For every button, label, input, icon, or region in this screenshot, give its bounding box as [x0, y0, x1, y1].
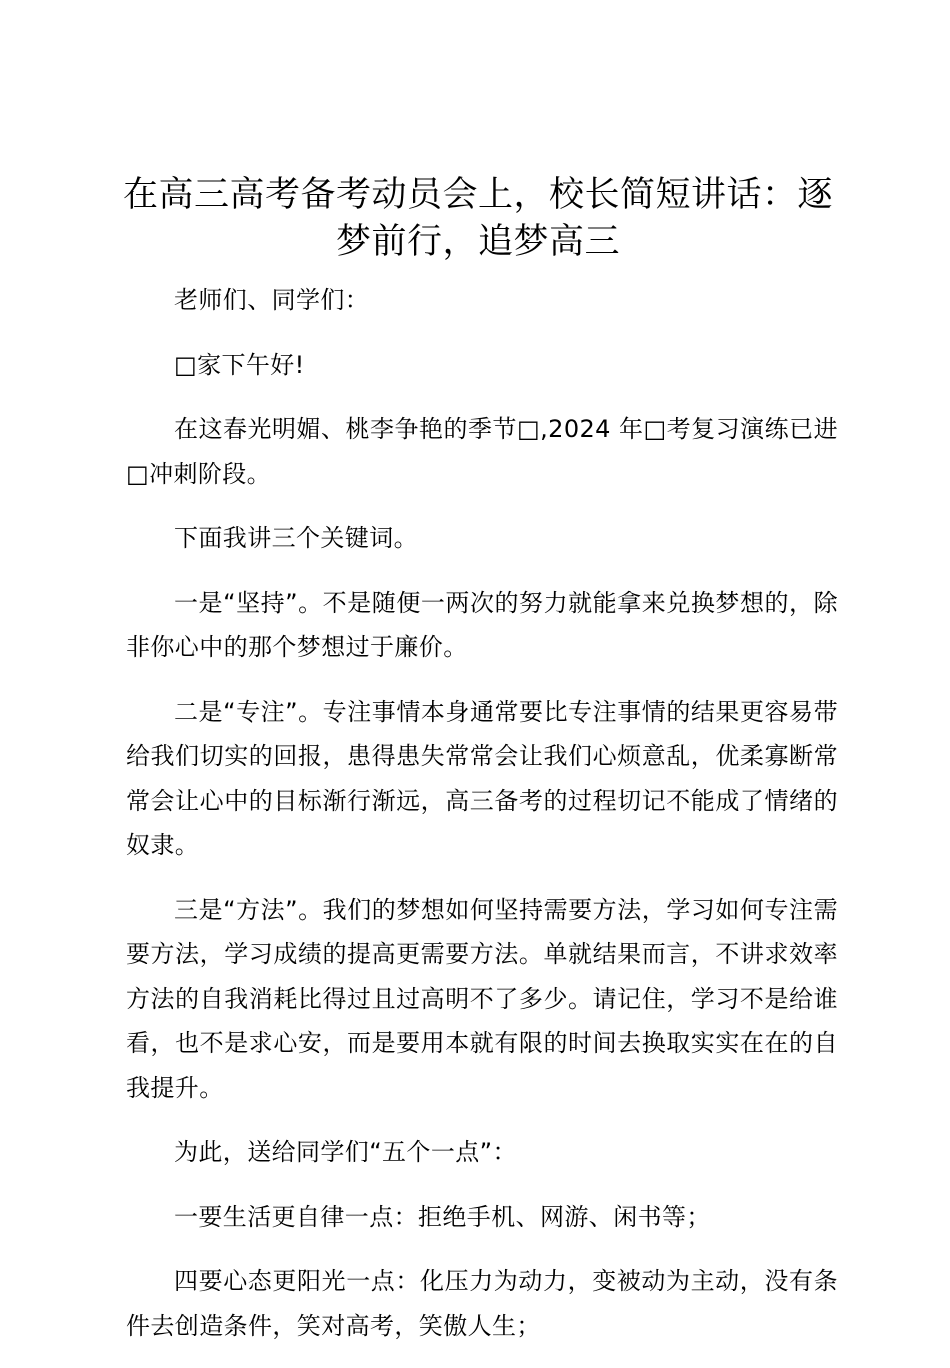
- keyword-focus: 二是“专注”。专注事情本身通常要比专注事情的结果更容易带给我们切实的回报，患得患失常常会让我们心烦意乱，优柔寡断常常会让心中的目标渐行渐远，高三备考的过程切记不能成了情绪的奴隶。: [126, 697, 838, 859]
- five-points-intro: 为此，送给同学们“五个一点”：: [174, 1138, 517, 1166]
- keywords-intro: 下面我讲三个关键词。: [174, 524, 418, 552]
- greeting: □家下午好!: [174, 350, 305, 379]
- document-body: [126, 278, 838, 1368]
- keyword-persistence: 一是“坚持”。不是随便一两次的努力就能拿来兑换梦想的，除非你心中的那个梦想过于廉价。: [126, 588, 838, 661]
- document-title: 在高三高考备考动员会上，校长简短讲话：逐梦前行，追梦高三: [122, 175, 833, 262]
- salutation: 老师们、同学们：: [174, 286, 370, 314]
- point-one: 一要生活更自律一点：拒绝手机、网游、闲书等；: [174, 1202, 711, 1231]
- opening-paragraph: 在这春光明媚、桃李争艳的季节□,2024 年□考复习演练已进□冲刺阶段。: [126, 415, 838, 488]
- keyword-method: 三是“方法”。我们的梦想如何坚持需要方法，学习如何专注需要方法，学习成绩的提高更需要方法。单就结果而言，不讲求效率方法的自我消耗比得过且过高明不了多少。请记住，学习不是给谁看，也不是求心安，而是要用本就有限的时间去换取实实在在的自我提升。: [126, 895, 838, 1102]
- point-four: 四要心态更阳光一点：化压力为动力，变被动为主动，没有条件去创造条件，笑对高考，笑傲人生；: [126, 1267, 838, 1340]
